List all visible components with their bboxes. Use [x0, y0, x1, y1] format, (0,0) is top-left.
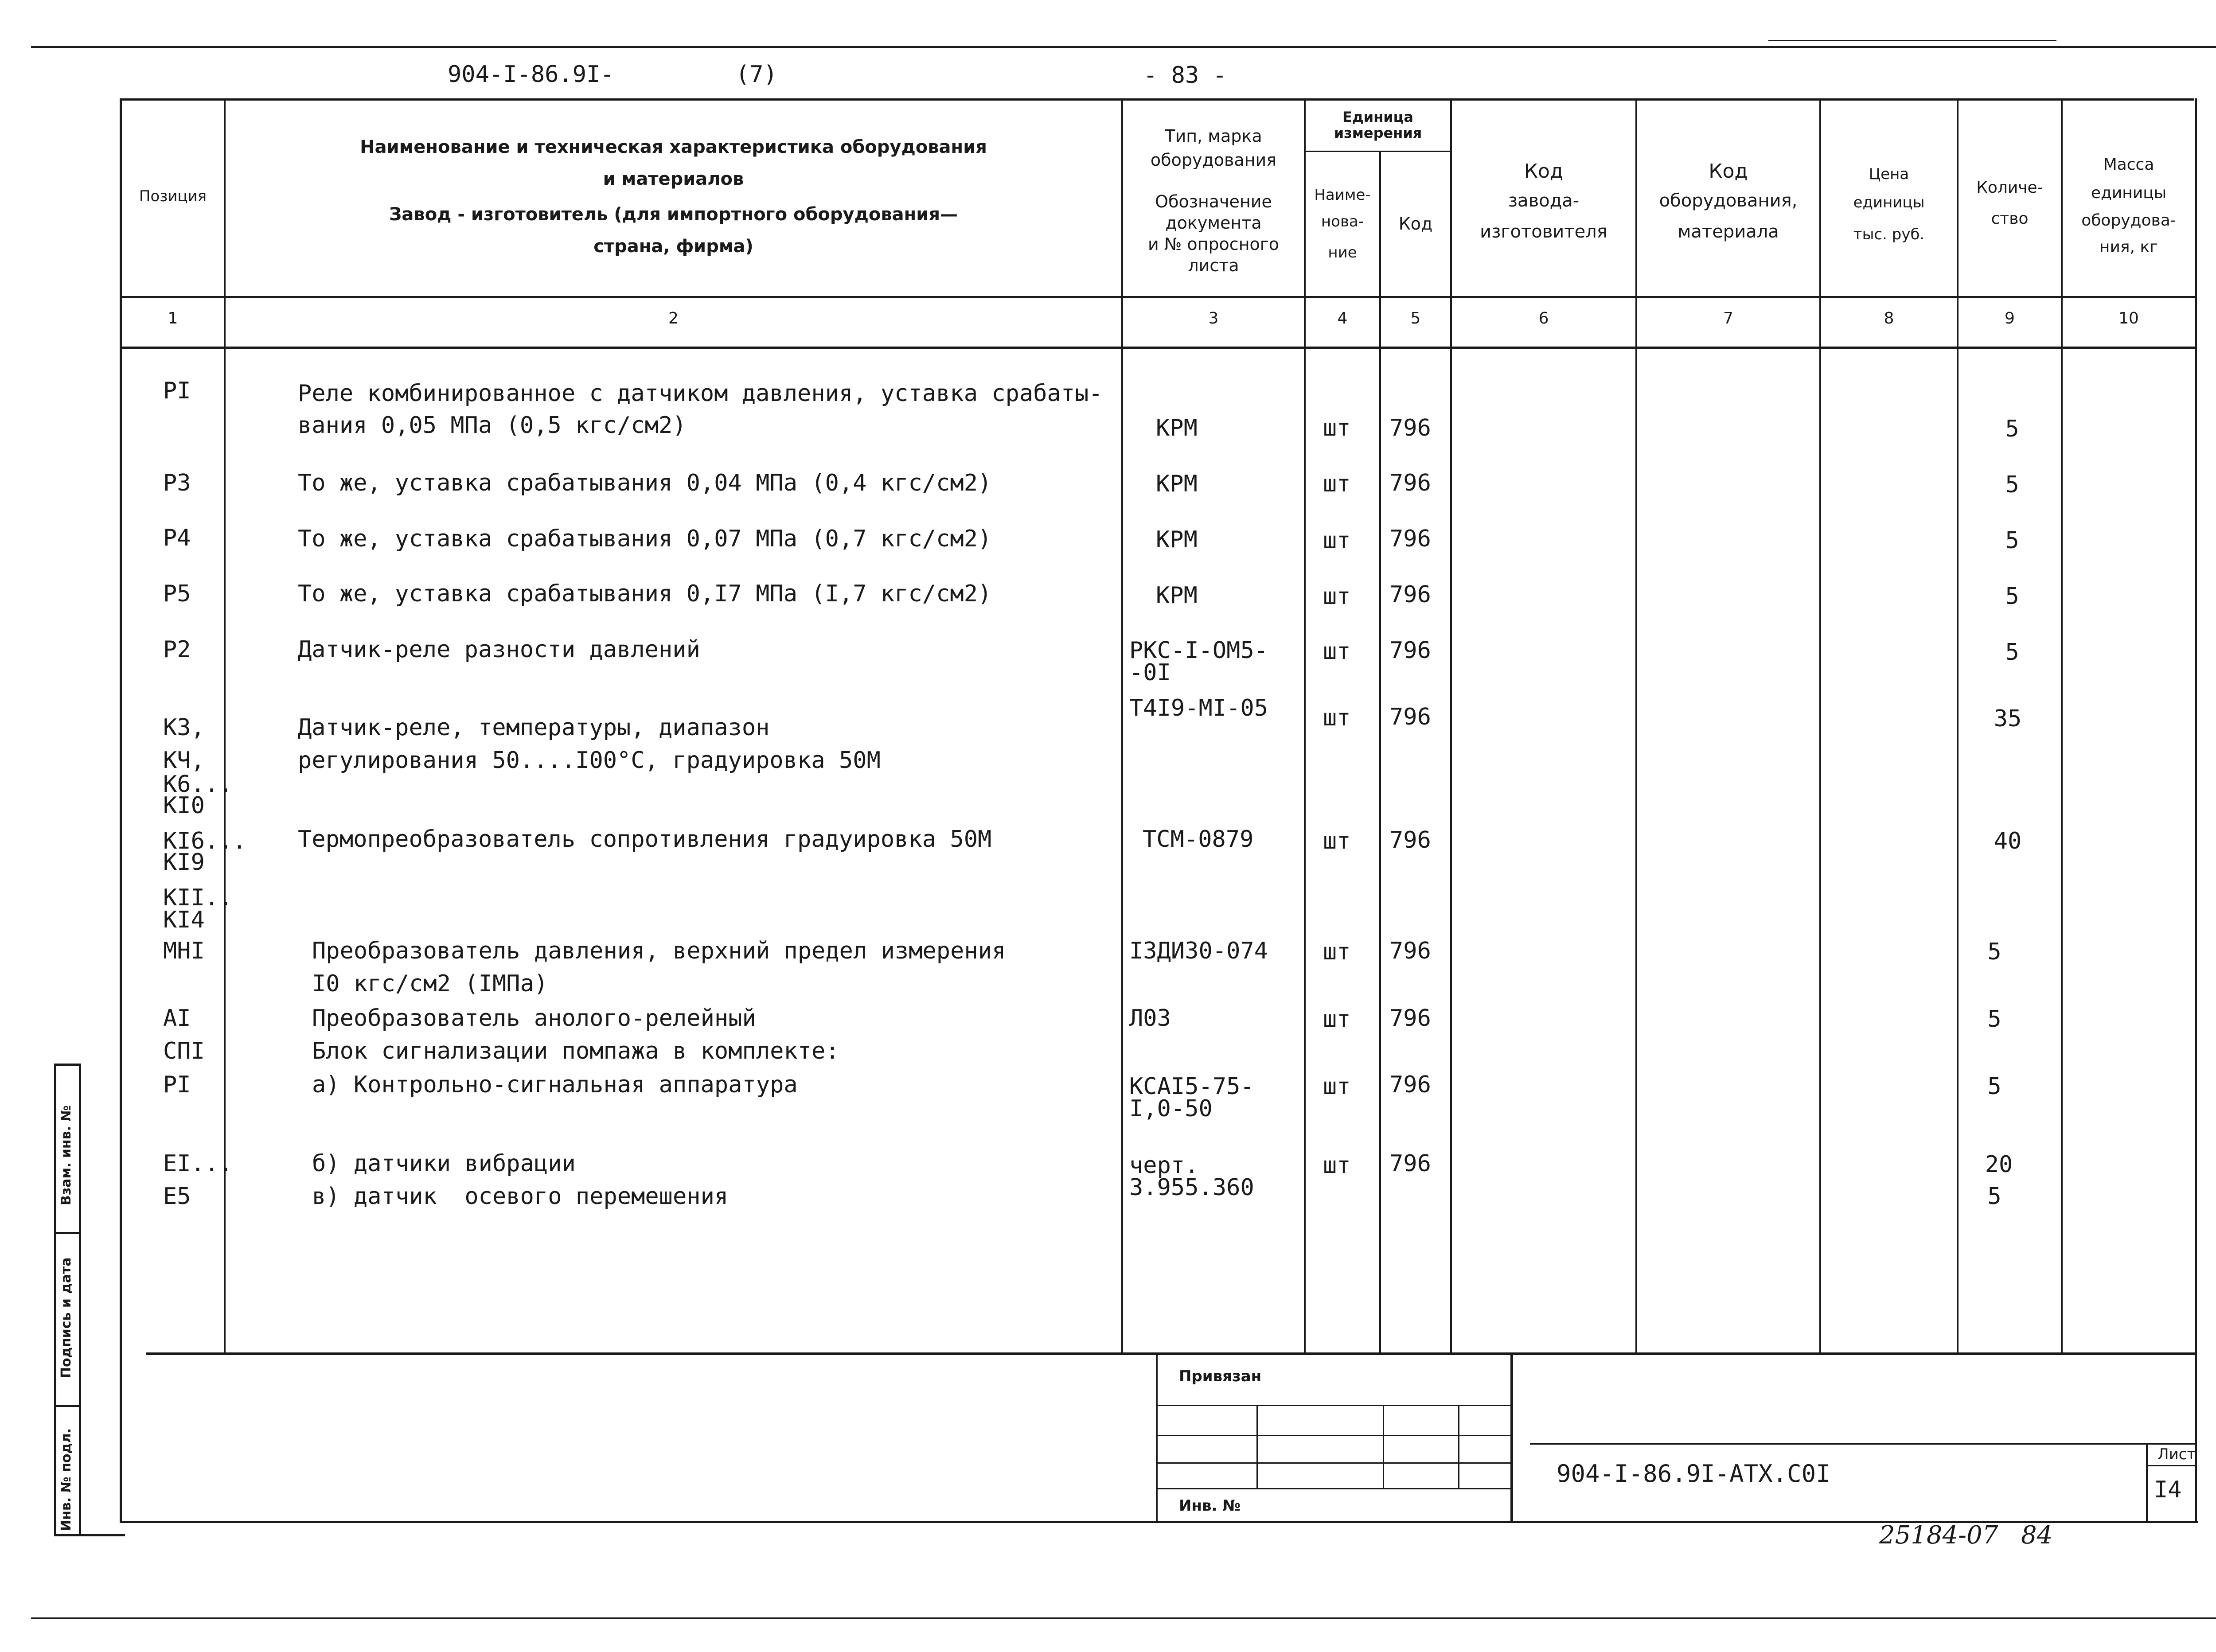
- row-type-line: РКС-I-ОМ5-: [1129, 637, 1268, 664]
- hdr-type-line5: и № опросного: [1147, 234, 1280, 254]
- row-name-line: Термопреобразователь сопротивления градуировка 50М: [298, 826, 992, 853]
- row-unit-code: 796: [1389, 581, 1431, 608]
- side-stamp-rule-1: [54, 1232, 81, 1234]
- row-position: Е5: [163, 1183, 191, 1210]
- row-name-line: То же, уставка срабатывания 0,I7 МПа (I,7 кгс/см2): [298, 581, 992, 607]
- colnum-rule: [120, 347, 2195, 349]
- colnum-1: 1: [168, 309, 178, 327]
- row-unit-code: 796: [1389, 1150, 1431, 1177]
- row-position: P3: [163, 470, 191, 496]
- stamp-inv-no: Инв. №: [1179, 1497, 1241, 1515]
- row-unit: шт: [1323, 939, 1351, 965]
- hdr-plant-code-2: завода-: [1508, 191, 1580, 211]
- colnum-4: 4: [1337, 309, 1348, 327]
- hdr-unit-name-2: нова-: [1321, 213, 1364, 230]
- row-qty: 5: [1987, 939, 2001, 965]
- row-position: P2: [163, 636, 191, 663]
- row-position: КЧ,: [163, 747, 205, 774]
- row-unit-code: 796: [1389, 526, 1431, 552]
- table-right-border: [2195, 98, 2197, 1523]
- title-block-doc-code: 904-I-86.9I-АТХ.С0I: [1557, 1460, 1830, 1488]
- row-position: К3,: [163, 714, 205, 741]
- hdr-qty-2: ство: [1991, 210, 2029, 228]
- row-name-line: в) датчик осевого перемешения: [312, 1183, 729, 1210]
- row-name-line: регулирования 50....I00°С, градуировка 50М: [298, 747, 881, 774]
- page-number: - 83 -: [1143, 62, 1227, 89]
- row-type: ТСМ-0879: [1143, 826, 1254, 853]
- row-position: КI9: [163, 849, 205, 876]
- hdr-type-line1: Тип, марка: [1165, 126, 1262, 146]
- header-part: (7): [736, 61, 777, 88]
- row-unit-code: 796: [1389, 827, 1431, 853]
- row-unit: шт: [1323, 1073, 1351, 1100]
- row-type: КРМ: [1156, 415, 1198, 441]
- row-unit-code: 796: [1389, 470, 1431, 496]
- row-unit: шт: [1323, 638, 1351, 665]
- header-doc-code: 904-I-86.9I-: [448, 61, 614, 88]
- stamp-left-box-left: [1156, 1352, 1158, 1523]
- col-line-2: [1121, 98, 1123, 1352]
- row-unit: шт: [1323, 828, 1351, 854]
- colnum-6: 6: [1538, 309, 1549, 327]
- side-stamp-rule-2: [54, 1405, 81, 1407]
- row-name-line: Датчик-реле разности давлений: [298, 636, 700, 663]
- colnum-5: 5: [1410, 309, 1421, 327]
- side-stamp-left: [54, 1064, 56, 1536]
- side-stamp-top: [54, 1064, 81, 1066]
- row-unit-code: 796: [1389, 704, 1431, 730]
- bottom-edge-line: [31, 1617, 2216, 1619]
- row-type-line: 3.955.360: [1129, 1174, 1254, 1201]
- colnum-9: 9: [2005, 309, 2015, 327]
- hdr-price-3: тыс. руб.: [1853, 226, 1925, 243]
- stamp-left-box-right: [1510, 1352, 1513, 1523]
- stamp-cell-line-1: [1256, 1405, 1258, 1488]
- row-qty: 5: [1987, 1006, 2001, 1032]
- row-qty: 5: [2005, 639, 2019, 666]
- colnum-3: 3: [1208, 309, 1219, 327]
- row-qty: 35: [1994, 705, 2022, 732]
- header-rule: [120, 296, 2195, 298]
- hdr-plant-code-1: Код: [1524, 160, 1564, 183]
- row-name-line: То же, уставка срабатывания 0,07 МПа (0,7 кгс/см2): [298, 526, 992, 552]
- hdr-equip-code-2: оборудования,: [1659, 191, 1798, 211]
- row-name-line: а) Контрольно-сигнальная аппаратура: [312, 1071, 798, 1098]
- hdr-qty-1: Количе-: [1976, 179, 2043, 197]
- row-position: КI6...: [163, 828, 246, 854]
- col-line-9: [2061, 98, 2063, 1352]
- hdr-price-2: единицы: [1853, 194, 1925, 211]
- row-position: К6...: [163, 771, 233, 798]
- row-unit: шт: [1323, 1006, 1351, 1032]
- row-position: ЕI...: [163, 1150, 233, 1177]
- row-position: P5: [163, 581, 191, 607]
- side-stamp-bottom: [54, 1534, 125, 1536]
- row-name-line: Блок сигнализации помпажа в комплекте:: [312, 1038, 839, 1064]
- row-unit: шт: [1323, 415, 1351, 441]
- row-name-line: б) датчики вибрации: [312, 1150, 576, 1177]
- row-position: КI4: [163, 907, 205, 933]
- row-unit-code: 796: [1389, 637, 1431, 664]
- title-block-sheet-number: I4: [2154, 1477, 2182, 1503]
- row-name-line: Преобразователь давления, верхний предел измерения: [312, 938, 1006, 964]
- title-block-sheet-divider: [2146, 1443, 2148, 1521]
- stamp-row-rule-1: [1158, 1405, 1510, 1406]
- row-unit: шт: [1323, 583, 1351, 610]
- row-type: КРМ: [1156, 471, 1198, 497]
- hdr-price-1: Цена: [1869, 165, 1909, 183]
- col-line-5: [1450, 98, 1452, 1352]
- row-unit: шт: [1323, 471, 1351, 497]
- hdr-mass-3: оборудова-: [2081, 211, 2176, 230]
- col-line-6: [1635, 98, 1637, 1352]
- row-position: P4: [163, 525, 191, 551]
- row-type-line: КСАI5-75-: [1129, 1073, 1254, 1100]
- row-name-line: I0 кгс/см2 (IМПа): [312, 970, 548, 997]
- hdr-equip-code-1: Код: [1709, 160, 1748, 183]
- hdr-type-line3: Обозначение: [1155, 192, 1272, 211]
- hdr-type-line4: документа: [1165, 213, 1262, 233]
- hdr-type-line6: листа: [1188, 256, 1239, 275]
- row-qty: 5: [2005, 471, 2019, 498]
- row-type-line: -0I: [1129, 659, 1171, 686]
- unit-group-rule: [1304, 151, 1450, 152]
- col-line-8: [1957, 98, 1959, 1352]
- hdr-name-line2: и материалов: [603, 169, 744, 189]
- row-type: Т4I9-МI-05: [1129, 695, 1268, 721]
- row-unit: шт: [1323, 527, 1351, 554]
- hdr-unit-group-2: измерения: [1334, 125, 1422, 141]
- hdr-unit-name-3: ние: [1328, 244, 1357, 261]
- row-unit-code: 796: [1389, 1005, 1431, 1032]
- row-name-line: Преобразователь анолого-релейный: [312, 1005, 756, 1032]
- hdr-equip-code-3: материала: [1678, 222, 1779, 242]
- hdr-mass-1: Масса: [2103, 156, 2154, 174]
- stamp-cell-line-2: [1383, 1405, 1384, 1488]
- row-qty: 20: [1985, 1151, 2013, 1178]
- side-stamp-mid: [79, 1064, 81, 1536]
- row-qty: 5: [1987, 1183, 2001, 1210]
- row-name-line: Реле комбинированное с датчиком давления, уставка срабаты-: [298, 380, 1103, 407]
- hdr-plant-code-3: изготовителя: [1480, 222, 1607, 242]
- row-position: АI: [163, 1005, 191, 1032]
- colnum-7: 7: [1723, 309, 1733, 327]
- hdr-name-line3: Завод - изготовитель (для импортного оборудования—: [389, 204, 958, 225]
- col-line-4: [1379, 151, 1381, 1352]
- stamp-privyazan: Привязан: [1179, 1368, 1262, 1385]
- stamp-row-rule-3: [1158, 1462, 1510, 1464]
- footer-handwritten-number: 84: [2021, 1521, 2053, 1550]
- footer-handwritten-code: 25184-07: [1879, 1521, 1998, 1550]
- stamp-top-rule: [146, 1352, 2195, 1355]
- side-stamp-inv-podl: Инв. № подл.: [59, 1428, 74, 1531]
- row-qty: 5: [1987, 1073, 2001, 1100]
- row-qty: 40: [1994, 828, 2022, 854]
- title-block-top-rule: [1530, 1443, 2195, 1445]
- row-type: Л03: [1129, 1005, 1171, 1032]
- row-position: КI0: [163, 792, 205, 819]
- side-stamp-vzam-inv: Взам. инв. №: [59, 1105, 74, 1205]
- colnum-2: 2: [668, 309, 679, 327]
- row-unit-code: 796: [1389, 938, 1431, 964]
- colnum-10: 10: [2118, 309, 2139, 327]
- hdr-mass-2: единицы: [2091, 184, 2167, 202]
- side-stamp-podpis-data: Подпись и дата: [59, 1257, 74, 1378]
- row-unit: шт: [1323, 705, 1351, 731]
- title-block-sheet-label: Лист: [2157, 1446, 2196, 1463]
- hdr-position: Позиция: [139, 187, 207, 205]
- row-type: I3ДИ30-074: [1129, 938, 1268, 964]
- row-position: PI: [163, 1071, 191, 1098]
- hdr-unit-name-1: Наиме-: [1314, 186, 1371, 204]
- stamp-cell-line-3: [1458, 1405, 1459, 1488]
- col-line-7: [1819, 98, 1821, 1352]
- row-unit-code: 796: [1389, 415, 1431, 441]
- colnum-8: 8: [1884, 309, 1894, 327]
- title-block-sheet-rule: [2146, 1465, 2195, 1466]
- row-position: КII..: [163, 884, 233, 911]
- row-unit-code: 796: [1389, 1071, 1431, 1098]
- row-type: КРМ: [1156, 582, 1198, 609]
- table-top-border: [120, 98, 2194, 101]
- row-unit: шт: [1323, 1152, 1351, 1179]
- row-type-line: черт.: [1129, 1152, 1199, 1179]
- hdr-unit-group-1: Единица: [1342, 109, 1413, 125]
- top-edge-line-short: [1768, 40, 2056, 41]
- row-qty: 5: [2005, 527, 2019, 554]
- row-position: МНI: [163, 938, 205, 964]
- stamp-row-rule-4: [1158, 1488, 1510, 1489]
- row-position: СПI: [163, 1038, 205, 1064]
- row-name-line: Датчик-реле, температуры, диапазон: [298, 714, 770, 741]
- hdr-mass-4: ния, кг: [2099, 238, 2158, 256]
- row-name-line: То же, уставка срабатывания 0,04 МПа (0,4 кгс/см2): [298, 470, 992, 496]
- hdr-name-line1: Наименование и техническая характеристика оборудования: [360, 137, 987, 157]
- hdr-unit-code: Код: [1398, 214, 1433, 234]
- row-type-line: I,0-50: [1129, 1095, 1213, 1122]
- stamp-row-rule-2: [1158, 1435, 1510, 1436]
- row-name-line: вания 0,05 МПа (0,5 кгс/см2): [298, 412, 687, 439]
- hdr-type-line2: оборудования: [1150, 150, 1277, 170]
- top-edge-line: [31, 46, 2216, 48]
- col-line-3: [1304, 98, 1306, 1352]
- row-qty: 5: [2005, 583, 2019, 610]
- row-qty: 5: [2005, 416, 2019, 442]
- row-position: PI: [163, 378, 191, 404]
- hdr-name-line4: страна, фирма): [593, 236, 753, 257]
- row-type: КРМ: [1156, 526, 1198, 553]
